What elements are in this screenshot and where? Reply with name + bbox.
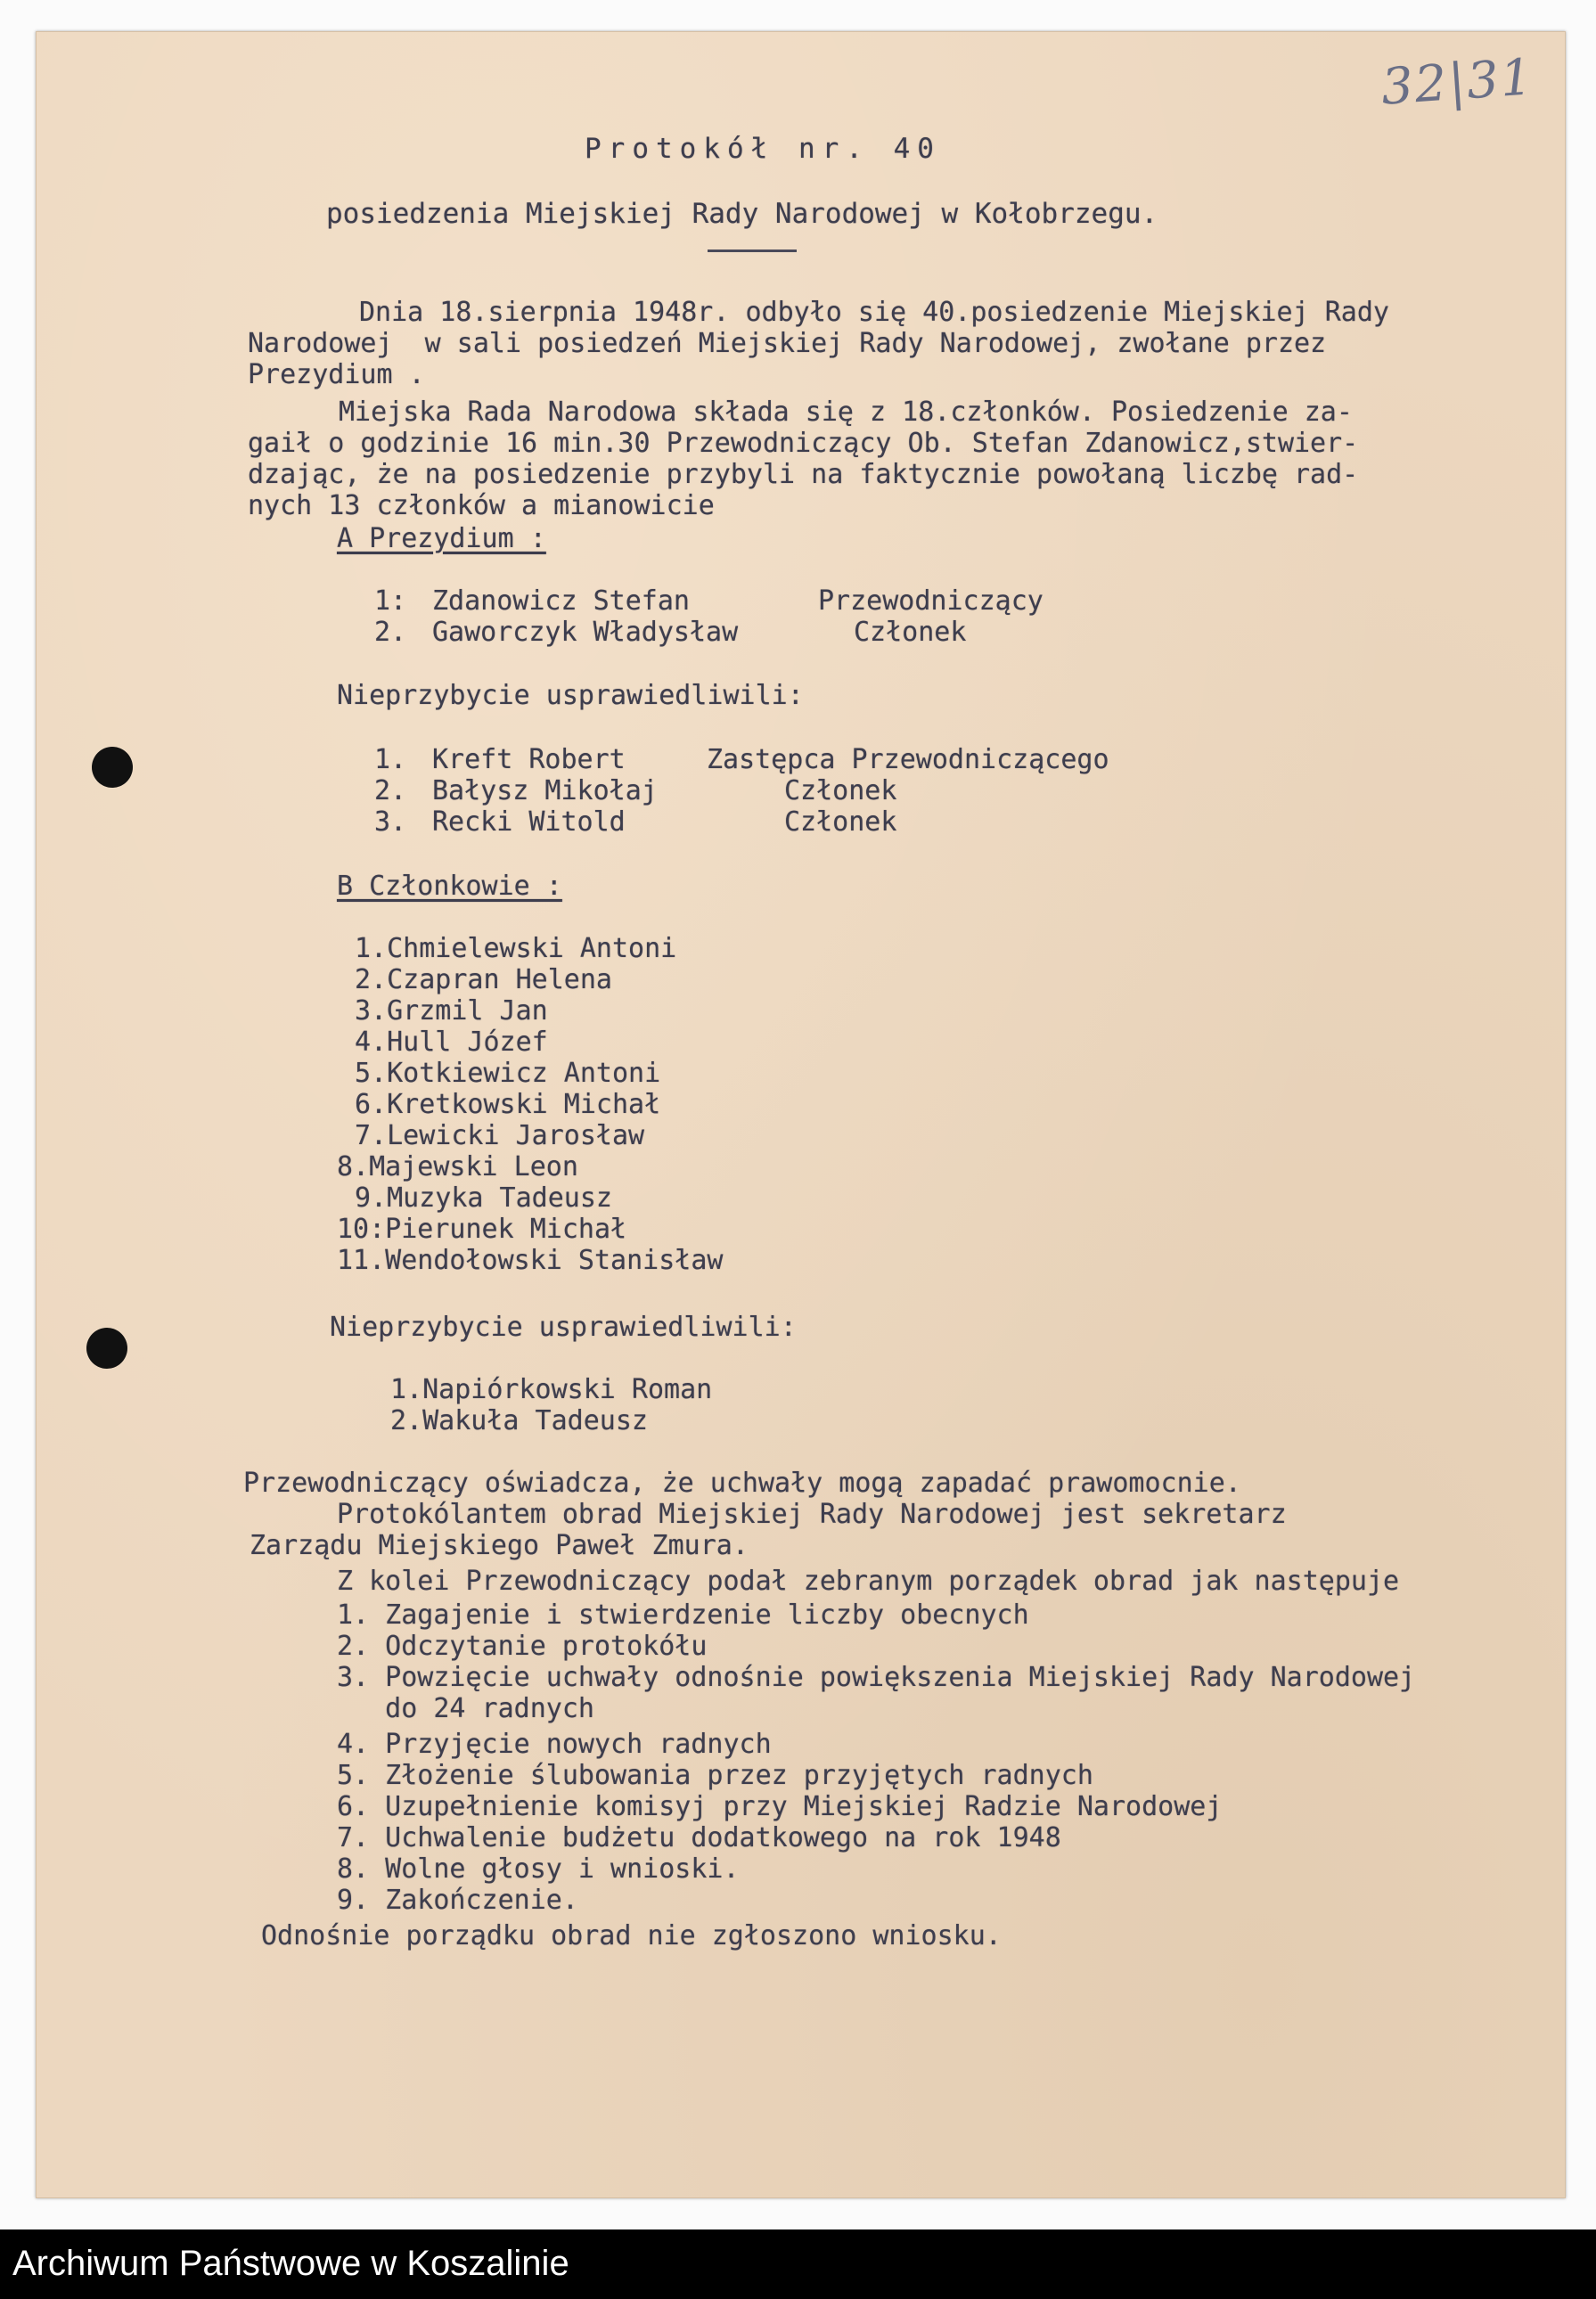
agenda-item: 3. Powzięcie uchwały odnośnie powiększenia Miejskiej Rady Narodowej bbox=[337, 1662, 1416, 1693]
absent-role: Członek bbox=[784, 775, 897, 806]
member-item: 10:Pierunek Michał bbox=[337, 1214, 627, 1245]
punch-hole bbox=[86, 1328, 127, 1369]
member-item: 11.Wendołowski Stanisław bbox=[337, 1245, 724, 1276]
agenda-item: 8. Wolne głosy i wnioski. bbox=[337, 1853, 740, 1885]
absent-num: 1. bbox=[374, 744, 407, 775]
document-subtitle: posiedzenia Miejskiej Rady Narodowej w Kołobrzegu. bbox=[326, 198, 1158, 230]
document-title: Protokół nr. 40 bbox=[585, 133, 941, 165]
intro-line: dzając, że na posiedzenie przybyli na faktycznie powołaną liczbę rad- bbox=[248, 459, 1359, 490]
agenda-item: do 24 radnych bbox=[337, 1693, 594, 1724]
presidium-name: Zdanowicz Stefan bbox=[432, 585, 690, 617]
agenda-item: 5. Złożenie ślubowania przez przyjętych radnych bbox=[337, 1760, 1093, 1791]
intro-line: Dnia 18.sierpnia 1948r. odbyło się 40.posiedzenie Miejskiej Rady bbox=[359, 297, 1389, 328]
absent-role: Członek bbox=[784, 806, 897, 838]
closing-line: Protokólantem obrad Miejskiej Rady Narodowej jest sekretarz bbox=[337, 1499, 1287, 1530]
closing-line: Z kolei Przewodniczący podał zebranym porządek obrad jak następuje bbox=[337, 1566, 1400, 1597]
archive-name: Archiwum Państwowe w Koszalinie bbox=[12, 2244, 569, 2283]
agenda-item: 9. Zakończenie. bbox=[337, 1885, 578, 1916]
absent-heading: Nieprzybycie usprawiedliwili: bbox=[337, 680, 804, 711]
intro-line: Narodowej w sali posiedzeń Miejskiej Rady Narodowej, zwołane przez bbox=[248, 328, 1327, 359]
member-item: 5.Kotkiewicz Antoni bbox=[355, 1058, 661, 1089]
absent-name: Recki Witold bbox=[432, 806, 626, 838]
intro-line: gaił o godzinie 16 min.30 Przewodniczący Ob. Stefan Zdanowicz,stwier- bbox=[248, 428, 1359, 459]
presidium-num: 2. bbox=[374, 617, 407, 648]
title-divider bbox=[708, 250, 797, 252]
absent-num: 2. bbox=[374, 775, 407, 806]
closing-line: Przewodniczący oświadcza, że uchwały mogą zapadać prawomocnie. bbox=[243, 1468, 1241, 1499]
member-item: 1.Chmielewski Antoni bbox=[355, 933, 677, 964]
agenda-item: 1. Zagajenie i stwierdzenie liczby obecnych bbox=[337, 1599, 1029, 1631]
folio-number: 32|31 bbox=[1379, 48, 1536, 117]
presidium-num: 1: bbox=[374, 585, 407, 617]
agenda-item: 7. Uchwalenie budżetu dodatkowego na rok 1948 bbox=[337, 1822, 1061, 1853]
punch-hole bbox=[92, 747, 133, 788]
intro-line: Miejska Rada Narodowa składa się z 18.członków. Posiedzenie za- bbox=[339, 397, 1353, 428]
presidium-name: Gaworczyk Władysław bbox=[432, 617, 739, 648]
absent-heading: Nieprzybycie usprawiedliwili: bbox=[330, 1312, 797, 1343]
final-remark: Odnośnie porządku obrad nie zgłoszono wniosku. bbox=[261, 1920, 1002, 1951]
absent-role: Zastępca Przewodniczącego bbox=[707, 744, 1109, 775]
intro-line: nych 13 członków a mianowicie bbox=[248, 490, 715, 521]
member-item: 8.Majewski Leon bbox=[337, 1151, 578, 1182]
agenda-item: 4. Przyjęcie nowych radnych bbox=[337, 1729, 772, 1760]
absent-num: 3. bbox=[374, 806, 407, 838]
member-item: 7.Lewicki Jarosław bbox=[355, 1120, 645, 1151]
closing-line: Zarządu Miejskiego Paweł Zmura. bbox=[250, 1530, 749, 1561]
member-item: 2.Czapran Helena bbox=[355, 964, 612, 995]
member-item: 9.Muzyka Tadeusz bbox=[355, 1182, 612, 1214]
members-heading: B Członkowie : bbox=[337, 871, 562, 902]
agenda-item: 6. Uzupełnienie komisyj przy Miejskiej Radzie Narodowej bbox=[337, 1791, 1223, 1822]
member-item: 4.Hull Józef bbox=[355, 1027, 548, 1058]
member-item: 3.Grzmil Jan bbox=[355, 995, 548, 1027]
absent-member: 1.Napiórkowski Roman bbox=[390, 1374, 713, 1405]
agenda-item: 2. Odczytanie protokółu bbox=[337, 1631, 708, 1662]
intro-line: Prezydium . bbox=[248, 359, 425, 390]
absent-name: Kreft Robert bbox=[432, 744, 626, 775]
absent-member: 2.Wakuła Tadeusz bbox=[390, 1405, 648, 1436]
presidium-role: Członek bbox=[854, 617, 967, 648]
absent-name: Bałysz Mikołaj bbox=[432, 775, 658, 806]
presidium-heading: A Prezydium : bbox=[337, 523, 546, 554]
archive-footer bbox=[0, 2229, 1596, 2299]
presidium-role: Przewodniczący bbox=[818, 585, 1044, 617]
member-item: 6.Kretkowski Michał bbox=[355, 1089, 661, 1120]
